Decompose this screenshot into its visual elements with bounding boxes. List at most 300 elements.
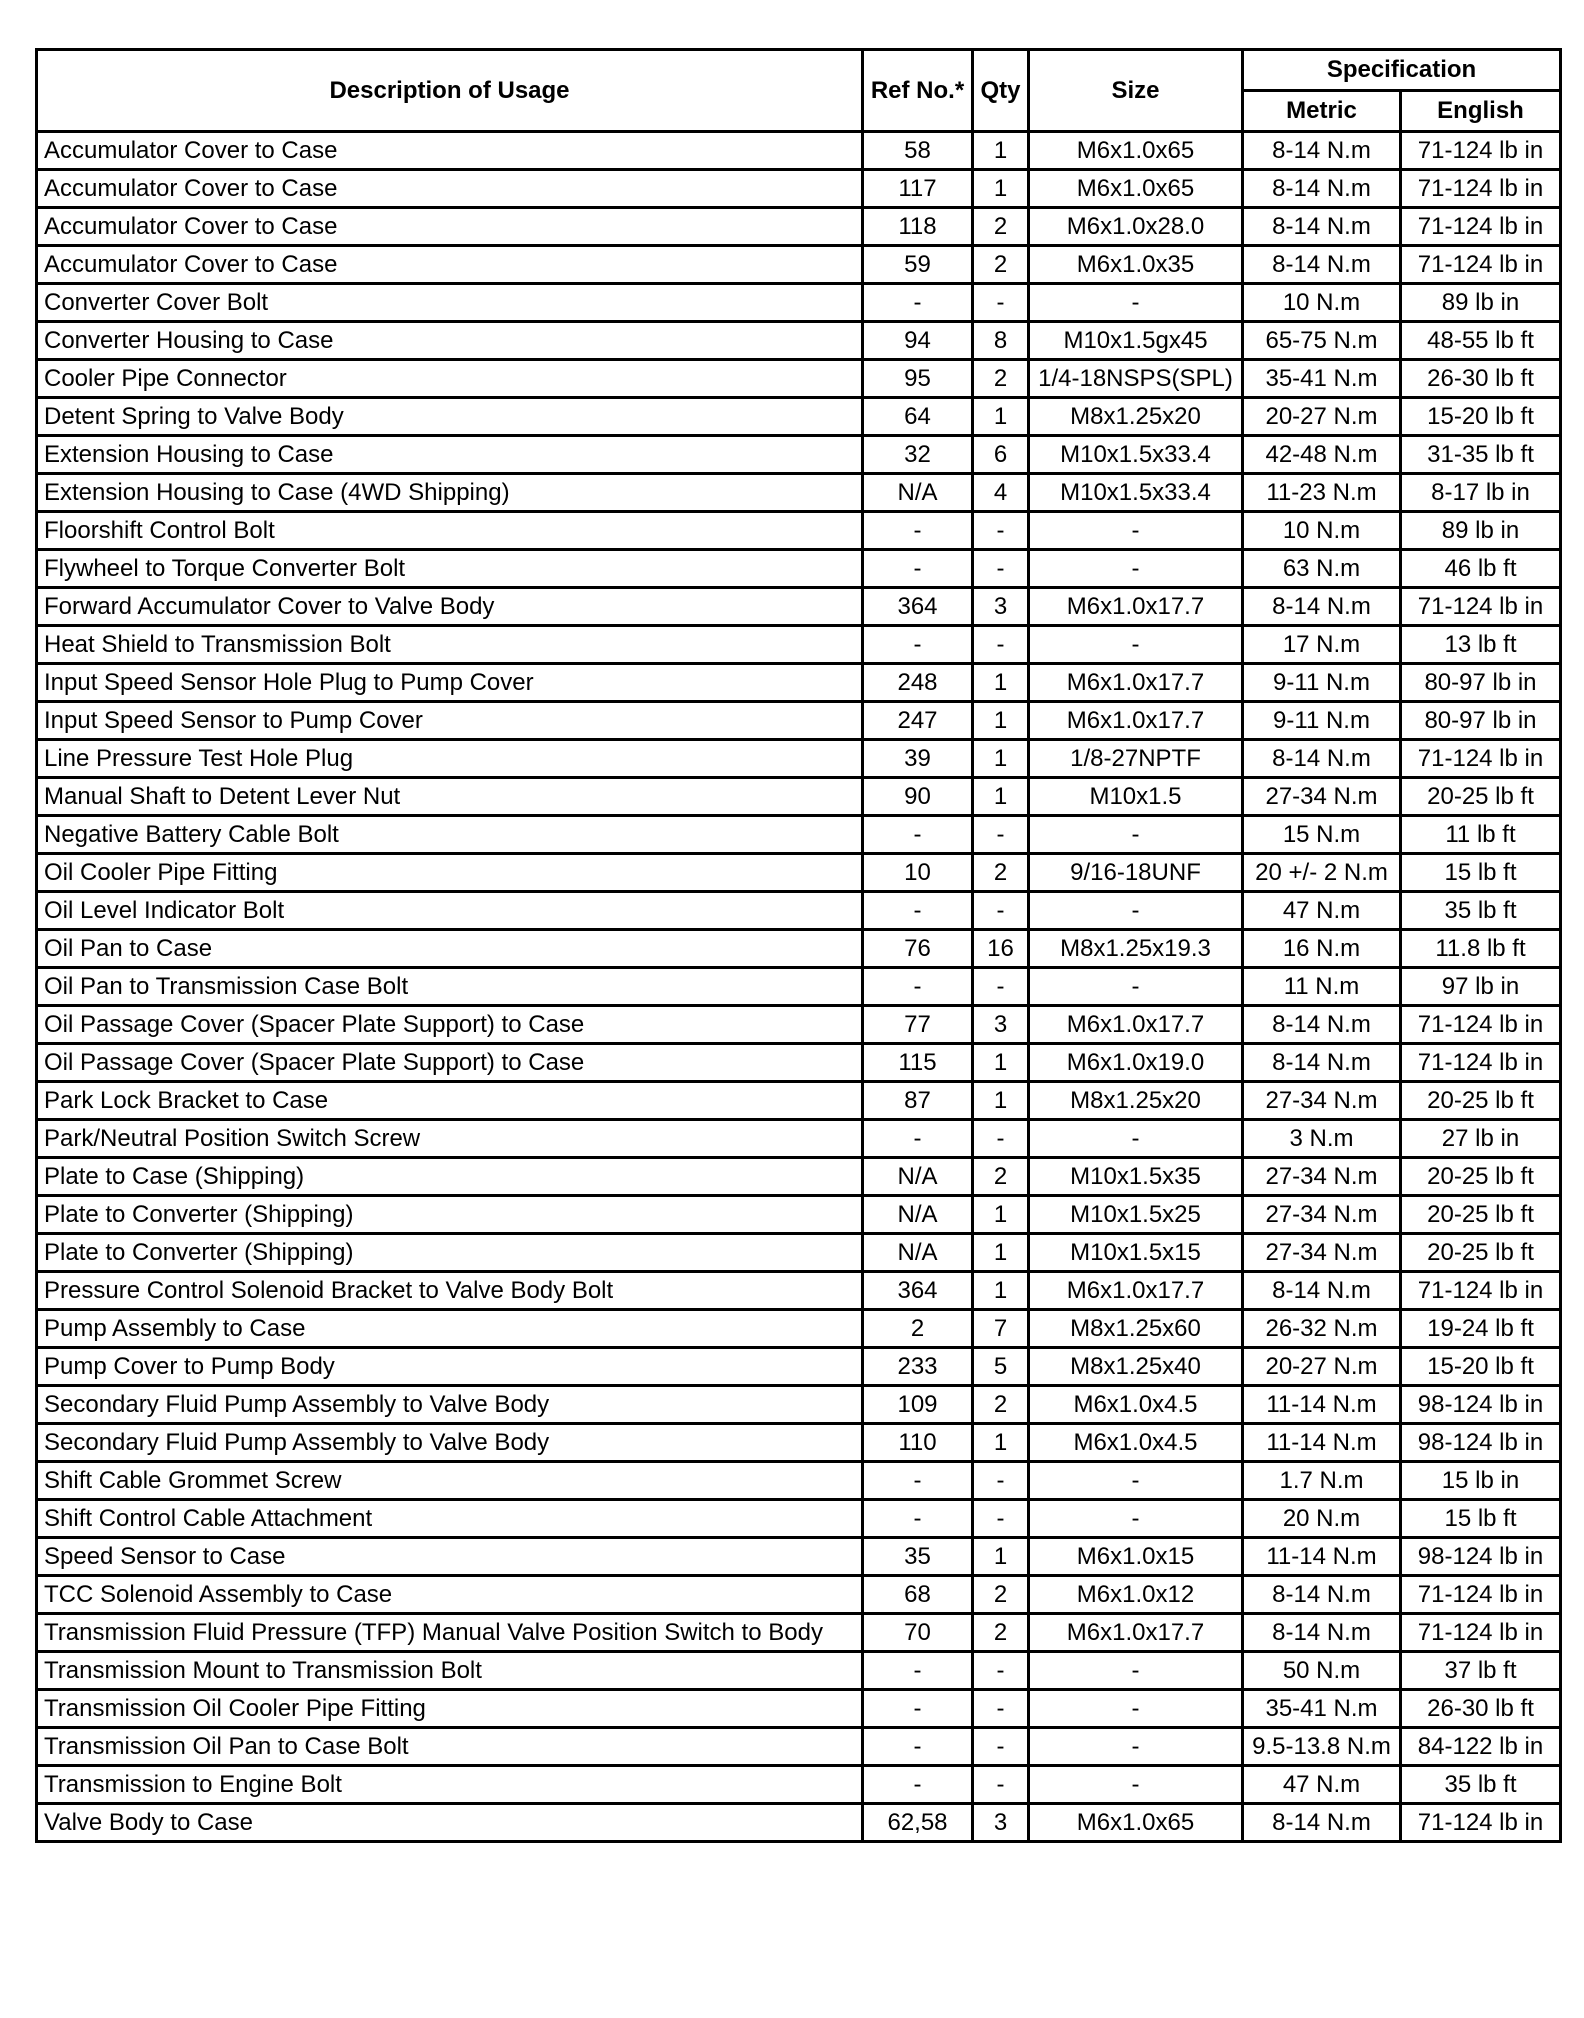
ref-cell: 64 [863,398,973,436]
ref-cell: 77 [863,1006,973,1044]
table-row [37,1272,1561,1310]
table-row [37,132,1561,170]
qty-cell: 1 [973,664,1029,702]
qty-cell: - [973,816,1029,854]
size-cell: M6x1.0x17.7 [1029,1614,1243,1652]
size-cell: - [1029,1462,1243,1500]
ref-cell: - [863,512,973,550]
metric-cell: 8-14 N.m [1243,588,1401,626]
table-row [37,246,1561,284]
english-cell: 89 lb in [1401,512,1561,550]
qty-cell: - [973,512,1029,550]
english-cell: 8-17 lb in [1401,474,1561,512]
table-row [37,1196,1561,1234]
table-row [37,512,1561,550]
qty-cell: - [973,1500,1029,1538]
english-cell: 20-25 lb ft [1401,778,1561,816]
size-cell: - [1029,284,1243,322]
size-cell: - [1029,1500,1243,1538]
ref-cell: 68 [863,1576,973,1614]
ref-cell: 110 [863,1424,973,1462]
ref-cell: 233 [863,1348,973,1386]
description-cell: Floorshift Control Bolt [37,512,863,550]
size-cell: M6x1.0x17.7 [1029,588,1243,626]
english-cell: 71-124 lb in [1401,1044,1561,1082]
ref-cell: - [863,1120,973,1158]
description-cell: Transmission Oil Pan to Case Bolt [37,1728,863,1766]
metric-cell: 20-27 N.m [1243,1348,1401,1386]
metric-cell: 8-14 N.m [1243,1614,1401,1652]
ref-cell: 76 [863,930,973,968]
size-cell: M6x1.0x17.7 [1029,702,1243,740]
col-english-header: English [1401,91,1561,132]
english-cell: 35 lb ft [1401,892,1561,930]
english-cell: 15-20 lb ft [1401,398,1561,436]
description-cell: Converter Housing to Case [37,322,863,360]
english-cell: 11.8 lb ft [1401,930,1561,968]
size-cell: M8x1.25x60 [1029,1310,1243,1348]
table-row [37,1006,1561,1044]
ref-cell: 58 [863,132,973,170]
description-cell: Shift Cable Grommet Screw [37,1462,863,1500]
description-cell: Accumulator Cover to Case [37,170,863,208]
metric-cell: 35-41 N.m [1243,1690,1401,1728]
ref-cell: - [863,626,973,664]
english-cell: 71-124 lb in [1401,588,1561,626]
qty-cell: 5 [973,1348,1029,1386]
description-cell: Converter Cover Bolt [37,284,863,322]
metric-cell: 10 N.m [1243,512,1401,550]
english-cell: 48-55 lb ft [1401,322,1561,360]
qty-cell: 1 [973,1234,1029,1272]
metric-cell: 27-34 N.m [1243,1234,1401,1272]
size-cell: M6x1.0x4.5 [1029,1386,1243,1424]
english-cell: 89 lb in [1401,284,1561,322]
size-cell: M6x1.0x17.7 [1029,664,1243,702]
english-cell: 11 lb ft [1401,816,1561,854]
qty-cell: 1 [973,132,1029,170]
table-row [37,1120,1561,1158]
metric-cell: 47 N.m [1243,1766,1401,1804]
table-row [37,1728,1561,1766]
table-row [37,1766,1561,1804]
description-cell: Heat Shield to Transmission Bolt [37,626,863,664]
description-cell: Transmission Mount to Transmission Bolt [37,1652,863,1690]
metric-cell: 8-14 N.m [1243,1006,1401,1044]
qty-cell: 1 [973,1196,1029,1234]
metric-cell: 8-14 N.m [1243,740,1401,778]
qty-cell: 2 [973,854,1029,892]
english-cell: 71-124 lb in [1401,208,1561,246]
description-cell: Shift Control Cable Attachment [37,1500,863,1538]
english-cell: 20-25 lb ft [1401,1158,1561,1196]
table-row [37,854,1561,892]
qty-cell: 6 [973,436,1029,474]
table-row [37,360,1561,398]
description-cell: Plate to Converter (Shipping) [37,1234,863,1272]
description-cell: Valve Body to Case [37,1804,863,1842]
metric-cell: 10 N.m [1243,284,1401,322]
size-cell: M6x1.0x17.7 [1029,1006,1243,1044]
size-cell: - [1029,816,1243,854]
description-cell: Forward Accumulator Cover to Valve Body [37,588,863,626]
size-cell: M8x1.25x40 [1029,1348,1243,1386]
size-cell: - [1029,1766,1243,1804]
english-cell: 71-124 lb in [1401,1272,1561,1310]
description-cell: TCC Solenoid Assembly to Case [37,1576,863,1614]
description-cell: Park Lock Bracket to Case [37,1082,863,1120]
english-cell: 15 lb in [1401,1462,1561,1500]
metric-cell: 16 N.m [1243,930,1401,968]
ref-cell: 94 [863,322,973,360]
english-cell: 15 lb ft [1401,1500,1561,1538]
metric-cell: 9-11 N.m [1243,664,1401,702]
metric-cell: 35-41 N.m [1243,360,1401,398]
ref-cell: - [863,1652,973,1690]
ref-cell: 87 [863,1082,973,1120]
english-cell: 98-124 lb in [1401,1386,1561,1424]
table-row [37,1082,1561,1120]
table-row [37,1044,1561,1082]
metric-cell: 8-14 N.m [1243,1272,1401,1310]
qty-cell: 2 [973,208,1029,246]
english-cell: 37 lb ft [1401,1652,1561,1690]
table-row [37,740,1561,778]
metric-cell: 15 N.m [1243,816,1401,854]
description-cell: Pump Assembly to Case [37,1310,863,1348]
description-cell: Park/Neutral Position Switch Screw [37,1120,863,1158]
description-cell: Oil Cooler Pipe Fitting [37,854,863,892]
description-cell: Input Speed Sensor Hole Plug to Pump Cover [37,664,863,702]
size-cell: 1/8-27NPTF [1029,740,1243,778]
table-row [37,284,1561,322]
col-description-header: Description of Usage [37,50,863,132]
ref-cell: N/A [863,1234,973,1272]
table-row [37,816,1561,854]
ref-cell: - [863,1462,973,1500]
col-qty-header: Qty [973,50,1029,132]
english-cell: 20-25 lb ft [1401,1234,1561,1272]
metric-cell: 11-14 N.m [1243,1386,1401,1424]
english-cell: 98-124 lb in [1401,1424,1561,1462]
metric-cell: 8-14 N.m [1243,208,1401,246]
qty-cell: 2 [973,1386,1029,1424]
description-cell: Speed Sensor to Case [37,1538,863,1576]
size-cell: - [1029,1652,1243,1690]
description-cell: Oil Passage Cover (Spacer Plate Support) to Case [37,1044,863,1082]
ref-cell: - [863,892,973,930]
qty-cell: 1 [973,398,1029,436]
ref-cell: 90 [863,778,973,816]
metric-cell: 11-14 N.m [1243,1424,1401,1462]
size-cell: M10x1.5x15 [1029,1234,1243,1272]
ref-cell: 109 [863,1386,973,1424]
ref-cell: - [863,968,973,1006]
metric-cell: 20 +/- 2 N.m [1243,854,1401,892]
size-cell: - [1029,550,1243,588]
table-row [37,930,1561,968]
metric-cell: 8-14 N.m [1243,132,1401,170]
qty-cell: 2 [973,1158,1029,1196]
metric-cell: 42-48 N.m [1243,436,1401,474]
table-row [37,1690,1561,1728]
size-cell: M6x1.0x12 [1029,1576,1243,1614]
size-cell: M8x1.25x20 [1029,398,1243,436]
qty-cell: - [973,1120,1029,1158]
size-cell: M10x1.5x25 [1029,1196,1243,1234]
metric-cell: 8-14 N.m [1243,1804,1401,1842]
qty-cell: - [973,968,1029,1006]
table-row [37,1500,1561,1538]
ref-cell: 248 [863,664,973,702]
size-cell: - [1029,968,1243,1006]
qty-cell: - [973,284,1029,322]
metric-cell: 11-23 N.m [1243,474,1401,512]
table-row [37,664,1561,702]
table-row [37,588,1561,626]
metric-cell: 1.7 N.m [1243,1462,1401,1500]
qty-cell: - [973,1690,1029,1728]
qty-cell: 2 [973,1614,1029,1652]
ref-cell: - [863,1766,973,1804]
qty-cell: - [973,1728,1029,1766]
qty-cell: 3 [973,1804,1029,1842]
description-cell: Plate to Case (Shipping) [37,1158,863,1196]
english-cell: 31-35 lb ft [1401,436,1561,474]
english-cell: 26-30 lb ft [1401,360,1561,398]
english-cell: 71-124 lb in [1401,170,1561,208]
description-cell: Extension Housing to Case [37,436,863,474]
size-cell: M6x1.0x65 [1029,132,1243,170]
table-row [37,474,1561,512]
description-cell: Extension Housing to Case (4WD Shipping) [37,474,863,512]
qty-cell: 4 [973,474,1029,512]
size-cell: M10x1.5 [1029,778,1243,816]
metric-cell: 50 N.m [1243,1652,1401,1690]
qty-cell: 1 [973,740,1029,778]
qty-cell: 2 [973,1576,1029,1614]
description-cell: Secondary Fluid Pump Assembly to Valve Body [37,1424,863,1462]
english-cell: 26-30 lb ft [1401,1690,1561,1728]
header-row [37,50,1561,91]
table-row [37,1462,1561,1500]
size-cell: M10x1.5gx45 [1029,322,1243,360]
english-cell: 15 lb ft [1401,854,1561,892]
table-row [37,1804,1561,1842]
table-row [37,702,1561,740]
ref-cell: - [863,284,973,322]
english-cell: 20-25 lb ft [1401,1082,1561,1120]
ref-cell: 95 [863,360,973,398]
description-cell: Oil Pan to Transmission Case Bolt [37,968,863,1006]
english-cell: 13 lb ft [1401,626,1561,664]
ref-cell: - [863,1690,973,1728]
description-cell: Line Pressure Test Hole Plug [37,740,863,778]
table-row [37,1158,1561,1196]
ref-cell: 364 [863,588,973,626]
table-row [37,436,1561,474]
qty-cell: 1 [973,702,1029,740]
english-cell: 46 lb ft [1401,550,1561,588]
table-row [37,1614,1561,1652]
metric-cell: 27-34 N.m [1243,1082,1401,1120]
ref-cell: N/A [863,1158,973,1196]
metric-cell: 8-14 N.m [1243,246,1401,284]
qty-cell: 1 [973,1538,1029,1576]
table-header [37,50,1561,132]
metric-cell: 8-14 N.m [1243,1044,1401,1082]
qty-cell: 16 [973,930,1029,968]
metric-cell: 11-14 N.m [1243,1538,1401,1576]
table-row [37,778,1561,816]
ref-cell: 2 [863,1310,973,1348]
qty-cell: - [973,550,1029,588]
ref-cell: 117 [863,170,973,208]
description-cell: Transmission Fluid Pressure (TFP) Manual Valve Position Switch to Body [37,1614,863,1652]
size-cell: - [1029,626,1243,664]
metric-cell: 27-34 N.m [1243,1196,1401,1234]
size-cell: M6x1.0x28.0 [1029,208,1243,246]
qty-cell: 2 [973,246,1029,284]
table-row [37,1652,1561,1690]
col-metric-header: Metric [1243,91,1401,132]
table-row [37,1424,1561,1462]
english-cell: 71-124 lb in [1401,1804,1561,1842]
size-cell: 1/4-18NSPS(SPL) [1029,360,1243,398]
size-cell: M10x1.5x33.4 [1029,474,1243,512]
ref-cell: N/A [863,1196,973,1234]
qty-cell: 1 [973,1044,1029,1082]
metric-cell: 27-34 N.m [1243,778,1401,816]
table-row [37,892,1561,930]
description-cell: Secondary Fluid Pump Assembly to Valve Body [37,1386,863,1424]
english-cell: 71-124 lb in [1401,1576,1561,1614]
metric-cell: 26-32 N.m [1243,1310,1401,1348]
size-cell: M6x1.0x35 [1029,246,1243,284]
metric-cell: 9-11 N.m [1243,702,1401,740]
english-cell: 27 lb in [1401,1120,1561,1158]
table-body [37,132,1561,1842]
metric-cell: 27-34 N.m [1243,1158,1401,1196]
size-cell: M8x1.25x19.3 [1029,930,1243,968]
ref-cell: 32 [863,436,973,474]
metric-cell: 11 N.m [1243,968,1401,1006]
metric-cell: 17 N.m [1243,626,1401,664]
ref-cell: - [863,550,973,588]
qty-cell: 3 [973,588,1029,626]
qty-cell: 8 [973,322,1029,360]
size-cell: M8x1.25x20 [1029,1082,1243,1120]
qty-cell: - [973,626,1029,664]
size-cell: M6x1.0x4.5 [1029,1424,1243,1462]
qty-cell: - [973,1462,1029,1500]
description-cell: Oil Level Indicator Bolt [37,892,863,930]
table-row [37,1576,1561,1614]
english-cell: 80-97 lb in [1401,664,1561,702]
metric-cell: 20 N.m [1243,1500,1401,1538]
english-cell: 98-124 lb in [1401,1538,1561,1576]
qty-cell: 1 [973,778,1029,816]
ref-cell: 35 [863,1538,973,1576]
size-cell: M6x1.0x15 [1029,1538,1243,1576]
description-cell: Pressure Control Solenoid Bracket to Valve Body Bolt [37,1272,863,1310]
ref-cell: 364 [863,1272,973,1310]
size-cell: M10x1.5x33.4 [1029,436,1243,474]
qty-cell: 7 [973,1310,1029,1348]
english-cell: 20-25 lb ft [1401,1196,1561,1234]
ref-cell: - [863,1500,973,1538]
size-cell: - [1029,892,1243,930]
size-cell: - [1029,1728,1243,1766]
torque-spec-table [35,48,1562,1843]
metric-cell: 47 N.m [1243,892,1401,930]
metric-cell: 8-14 N.m [1243,170,1401,208]
size-cell: M6x1.0x65 [1029,170,1243,208]
ref-cell: 70 [863,1614,973,1652]
ref-cell: 39 [863,740,973,778]
table-row [37,1538,1561,1576]
description-cell: Accumulator Cover to Case [37,208,863,246]
description-cell: Oil Pan to Case [37,930,863,968]
english-cell: 35 lb ft [1401,1766,1561,1804]
ref-cell: 62,58 [863,1804,973,1842]
english-cell: 71-124 lb in [1401,1614,1561,1652]
table-row [37,208,1561,246]
ref-cell: N/A [863,474,973,512]
qty-cell: 1 [973,170,1029,208]
english-cell: 71-124 lb in [1401,246,1561,284]
size-cell: - [1029,512,1243,550]
ref-cell: 10 [863,854,973,892]
english-cell: 80-97 lb in [1401,702,1561,740]
description-cell: Accumulator Cover to Case [37,132,863,170]
ref-cell: 118 [863,208,973,246]
size-cell: M6x1.0x65 [1029,1804,1243,1842]
description-cell: Accumulator Cover to Case [37,246,863,284]
size-cell: M10x1.5x35 [1029,1158,1243,1196]
size-cell: - [1029,1120,1243,1158]
english-cell: 71-124 lb in [1401,740,1561,778]
description-cell: Transmission to Engine Bolt [37,1766,863,1804]
col-ref-header: Ref No.* [863,50,973,132]
table-row [37,968,1561,1006]
qty-cell: 1 [973,1272,1029,1310]
qty-cell: - [973,1652,1029,1690]
qty-cell: 1 [973,1424,1029,1462]
description-cell: Manual Shaft to Detent Lever Nut [37,778,863,816]
metric-cell: 9.5-13.8 N.m [1243,1728,1401,1766]
english-cell: 84-122 lb in [1401,1728,1561,1766]
qty-cell: - [973,892,1029,930]
ref-cell: 115 [863,1044,973,1082]
ref-cell: 59 [863,246,973,284]
metric-cell: 63 N.m [1243,550,1401,588]
ref-cell: - [863,816,973,854]
qty-cell: 3 [973,1006,1029,1044]
ref-cell: - [863,1728,973,1766]
metric-cell: 3 N.m [1243,1120,1401,1158]
table-row [37,398,1561,436]
qty-cell: - [973,1766,1029,1804]
metric-cell: 8-14 N.m [1243,1576,1401,1614]
table-row [37,1310,1561,1348]
table-row [37,626,1561,664]
table-row [37,550,1561,588]
size-cell: 9/16-18UNF [1029,854,1243,892]
col-specification-header: Specification [1243,50,1561,91]
table-row [37,322,1561,360]
description-cell: Input Speed Sensor to Pump Cover [37,702,863,740]
